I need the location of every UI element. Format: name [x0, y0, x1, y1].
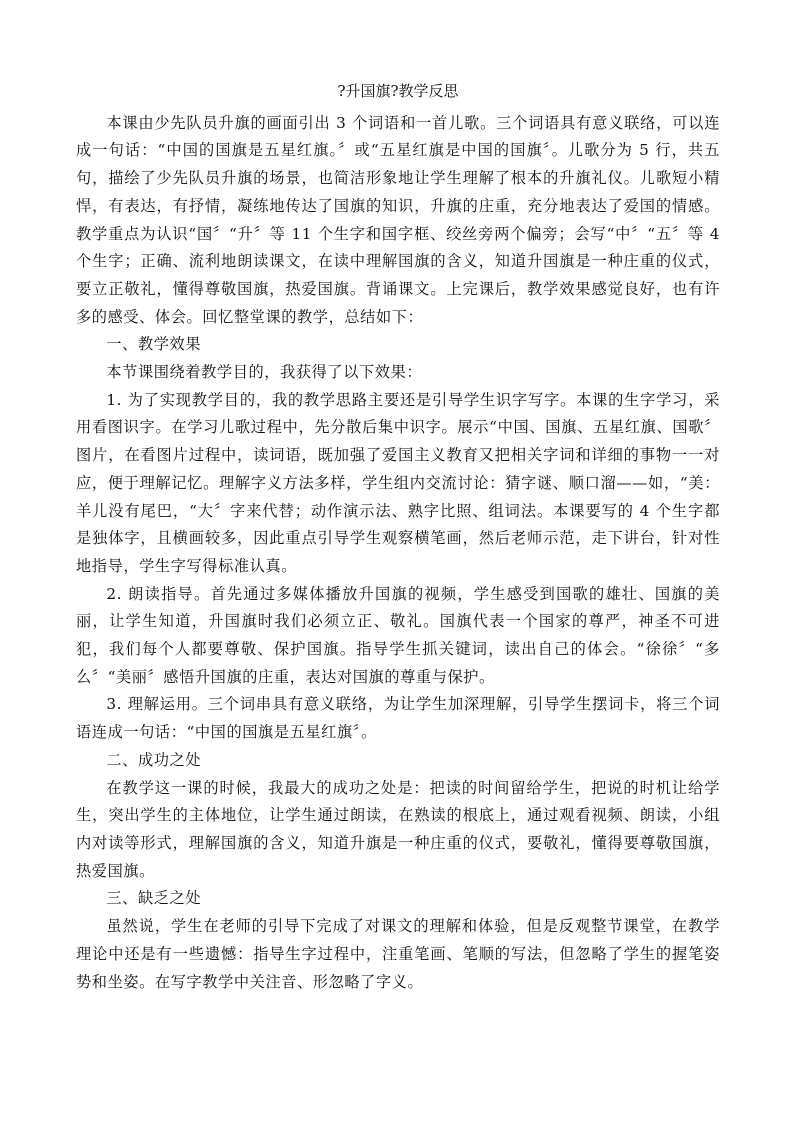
results-item-2: 2. 朗读指导。首先通过多媒体播放升国旗的视频，学生感受到国歌的雄壮、国旗的美丽，让学生知道，升国旗时我们必须立正、敬礼。国旗代表一个国家的尊严，神圣不可进犯，我们每个人都要尊敬、保护国旗。指导学生抓关键词，读出自己的体会。“徐徐〞“多么〞“美丽〞感悟升国旗的庄重，表达对国旗的尊重与保护。 [76, 584, 720, 686]
section-heading-results: 一、教学效果 [106, 335, 202, 354]
results-lead-paragraph: 本节课围绕着教学目的，我获得了以下效果： [106, 363, 423, 382]
shortcomings-paragraph: 虽然说，学生在老师的引导下完成了对课文的理解和体验，但是反观整节课堂，在教学理论中还是有一些遗憾：指导生字过程中，注重笔画、笔顺的写法，但忽略了学生的握笔姿势和坐姿。在写字教学中关注音、形忽略了字义。 [76, 917, 720, 991]
document-title: ?升国旗?教学反思 [337, 82, 459, 100]
document-page [76, 78, 720, 996]
intro-paragraph: 本课由少先队员升旗的画面引出 3 个词语和一首儿歌。三个词语具有意义联络，可以连成一句话：“中国的国旗是五星红旗。〞或“五星红旗是中国的国旗〞。儿歌分为 5 行，共五句，描绘了少先队员升旗的场景，也简洁形象地让学生理解了根本的升旗礼仪。儿歌短小精悍，有表达，有抒情，凝练地传达了国旗的知识，升旗的庄重，充分地表达了爱国的情感。教学重点为认识“国〞“升〞等 11 个生字和国字框、绞丝旁两个偏旁；会写“中〞“五〞等 4 个生字；正确、流利地朗读课文，在读中理解国旗的含义，知道升国旗是一种庄重的仪式，要立正敬礼，懂得尊敬国旗，热爱国旗。背诵课文。上完课后，教学效果感觉良好，也有许多的感受、体会。回忆整堂课的教学，总结如下： [76, 113, 720, 326]
results-item-3: 3. 理解运用。三个词串具有意义联络，为让学生加深理解，引导学生摆词卡，将三个词语连成一句话：“中国的国旗是五星红旗〞。 [76, 695, 720, 742]
section-heading-shortcomings: 三、缺乏之处 [106, 889, 202, 908]
results-item-1: 1. 为了实现教学目的，我的教学思路主要还是引导学生识字写字。本课的生字学习，采用看图识字。在学习儿歌过程中，先分散后集中识字。展示“中国、国旗、五星红旗、国歌〞图片，在看图片过程中，读词语，既加强了爱国主义教育又把相关字词和详细的事物一一对应，便于理解记忆。理解字义方法多样，学生组内交流讨论：猜字谜、顺口溜——如，“美：羊儿没有尾巴，“大〞字来代替；动作演示法、熟字比照、组词法。本课要写的 4 个生字都是独体字，且横画较多，因此重点引导学生观察横笔画，然后老师示范，走下讲台，针对性地指导，学生字写得标准认真。 [76, 390, 720, 575]
success-paragraph: 在教学这一课的时候，我最大的成功之处是：把读的时间留给学生，把说的时机让给学生，突出学生的主体地位，让学生通过朗读，在熟读的根底上，通过观看视频、朗读，小组内对读等形式，理解国旗的含义，知道升旗是一种庄重的仪式，要敬礼，懂得要尊敬国旗，热爱国旗。 [76, 778, 720, 880]
section-heading-success: 二、成功之处 [106, 750, 202, 769]
